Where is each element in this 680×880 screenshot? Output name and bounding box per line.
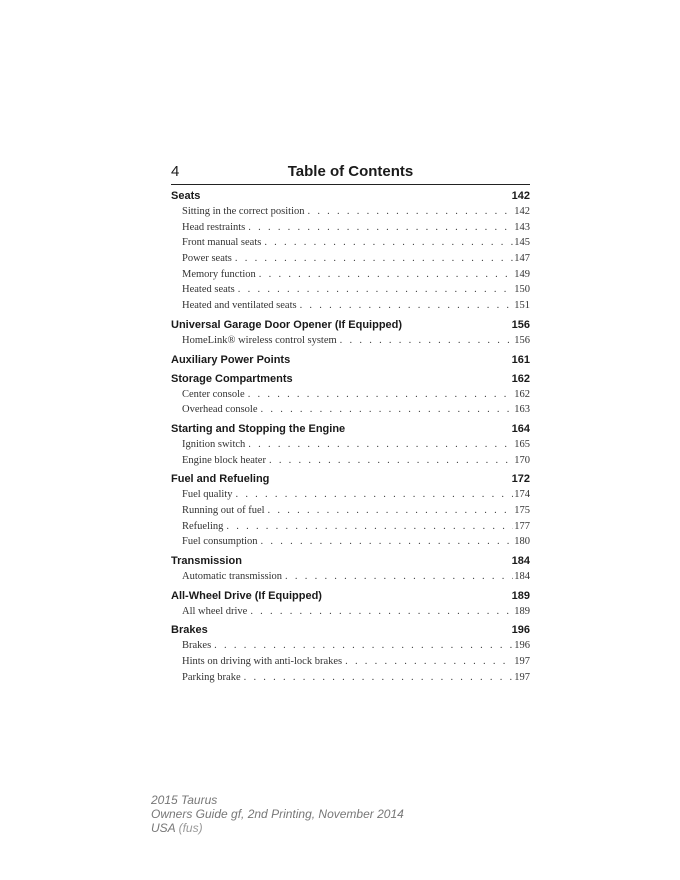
toc-entry[interactable] — [171, 235, 530, 251]
section-title: Auxiliary Power Points — [171, 353, 291, 366]
toc-entry[interactable] — [171, 534, 530, 550]
toc-section — [171, 318, 530, 349]
entry-page: 189 — [514, 605, 530, 617]
toc-entry[interactable] — [171, 638, 530, 654]
entry-page: 170 — [514, 454, 530, 466]
toc-entry[interactable] — [171, 387, 530, 403]
dot-leader — [340, 333, 514, 349]
toc-entry[interactable] — [171, 604, 530, 620]
entry-title: All wheel drive — [182, 605, 248, 617]
toc-entry[interactable] — [171, 519, 530, 535]
section-title: Universal Garage Door Opener (If Equipped) — [171, 318, 403, 331]
entry-title: Center console — [182, 388, 245, 400]
entry-title: Refueling — [182, 520, 224, 532]
dot-leader — [259, 267, 513, 283]
toc-entry[interactable] — [171, 402, 530, 418]
entry-title: Fuel consumption — [182, 536, 258, 548]
entry-title: Automatic transmission — [182, 571, 283, 582]
entry-page: 150 — [514, 284, 530, 296]
footer — [151, 793, 404, 835]
toc-entry[interactable] — [171, 282, 530, 298]
entry-page: 162 — [514, 388, 530, 400]
toc-entry[interactable] — [171, 453, 530, 469]
entry-page: 165 — [514, 438, 530, 450]
toc-entry[interactable] — [171, 298, 530, 314]
entry-title: Sitting in the correct position — [182, 206, 305, 217]
toc-section — [171, 472, 530, 550]
dot-leader — [248, 437, 513, 453]
entry-title: Fuel quality — [182, 489, 233, 501]
section-page: 161 — [511, 353, 530, 366]
entry-page: 180 — [514, 536, 530, 548]
dot-leader — [307, 204, 513, 220]
dot-leader — [226, 519, 513, 535]
dot-leader — [244, 670, 514, 686]
dot-leader — [268, 503, 514, 519]
entry-page: 151 — [514, 300, 530, 312]
entry-page: 184 — [514, 571, 530, 582]
dot-leader — [235, 251, 513, 267]
section-title: Transmission — [171, 555, 242, 567]
dot-leader — [345, 654, 513, 670]
entry-title: Memory function — [182, 268, 256, 280]
entry-title: Front manual seats — [182, 237, 262, 249]
entry-title: Ignition switch — [182, 438, 246, 450]
section-heading[interactable] — [171, 353, 530, 368]
entry-title: Head restraints — [182, 221, 246, 233]
section-heading[interactable] — [171, 623, 530, 638]
dot-leader — [238, 282, 513, 298]
entry-title: Hints on driving with anti-lock brakes — [182, 656, 343, 668]
toc-entry[interactable] — [171, 251, 530, 267]
entry-page: 147 — [514, 253, 530, 265]
entry-title: Running out of fuel — [182, 504, 265, 516]
entry-page: 142 — [514, 206, 530, 217]
page-number: 4 — [171, 163, 180, 180]
entry-page: 177 — [514, 520, 530, 532]
toc-section — [171, 623, 530, 685]
footer-region-suffix: (fus) — [178, 821, 203, 835]
entry-title: Engine block heater — [182, 454, 266, 466]
dot-leader — [300, 298, 514, 314]
footer-model: 2015 Taurus — [151, 793, 218, 807]
dot-leader — [261, 402, 514, 418]
toc-section — [171, 372, 530, 418]
section-title: Starting and Stopping the Engine — [171, 422, 346, 435]
toc-section — [171, 189, 530, 314]
entry-page: 196 — [514, 640, 530, 652]
section-heading[interactable] — [171, 189, 530, 204]
entry-title: Brakes — [182, 640, 212, 652]
section-title: All-Wheel Drive (If Equipped) — [171, 589, 322, 602]
dot-leader — [248, 387, 514, 403]
entry-title: Power seats — [182, 253, 232, 265]
dot-leader — [261, 534, 514, 550]
entry-page: 145 — [514, 237, 530, 249]
entry-page: 143 — [514, 221, 530, 233]
section-page: 172 — [511, 473, 530, 486]
toc-entry[interactable] — [171, 569, 530, 585]
section-heading[interactable] — [171, 554, 530, 569]
section-title: Fuel and Refueling — [171, 473, 270, 486]
section-heading[interactable] — [171, 422, 530, 437]
entry-page: 197 — [514, 671, 530, 683]
entry-page: 156 — [514, 334, 530, 346]
toc-entry[interactable] — [171, 654, 530, 670]
section-page: 156 — [511, 318, 530, 331]
dot-leader — [248, 220, 513, 236]
entry-page: 149 — [514, 268, 530, 280]
section-title: Seats — [171, 190, 201, 202]
toc-entry[interactable] — [171, 487, 530, 503]
page-title: Table of Contents — [287, 163, 414, 180]
footer-region — [151, 821, 404, 835]
footer-edition: Owners Guide gf, 2nd Printing, November 2014 — [151, 807, 404, 821]
entry-title: Overhead console — [182, 404, 258, 416]
section-page: 162 — [511, 372, 530, 385]
page-header — [171, 162, 530, 185]
section-heading[interactable] — [171, 472, 530, 487]
toc-section — [171, 589, 530, 620]
entry-title: HomeLink® wireless control system — [182, 334, 337, 346]
section-heading[interactable] — [171, 589, 530, 604]
section-heading[interactable] — [171, 372, 530, 387]
section-page: 142 — [511, 190, 530, 202]
section-page: 184 — [511, 555, 530, 567]
dot-leader — [214, 638, 513, 654]
section-title: Storage Compartments — [171, 372, 293, 385]
toc-entry[interactable] — [171, 204, 530, 220]
toc-section — [171, 554, 530, 585]
dot-leader — [264, 235, 513, 251]
dot-leader — [285, 569, 513, 585]
dot-leader — [269, 453, 513, 469]
toc-entry[interactable] — [171, 333, 530, 349]
section-page: 196 — [511, 624, 530, 637]
entry-page: 163 — [514, 404, 530, 416]
toc-entry[interactable] — [171, 267, 530, 283]
footer-region-code: USA — [151, 821, 176, 835]
section-page: 189 — [511, 589, 530, 602]
entry-page: 175 — [514, 504, 530, 516]
toc-entry[interactable] — [171, 670, 530, 686]
section-page: 164 — [511, 422, 530, 435]
entry-title: Heated and ventilated seats — [182, 300, 297, 312]
dot-leader — [250, 604, 513, 620]
entry-page: 197 — [514, 656, 530, 668]
entry-page: 174 — [514, 489, 530, 501]
table-of-contents — [171, 189, 530, 689]
toc-entry[interactable] — [171, 503, 530, 519]
dot-leader — [235, 487, 513, 503]
entry-title: Heated seats — [182, 284, 235, 296]
toc-entry[interactable] — [171, 220, 530, 236]
entry-title: Parking brake — [182, 671, 241, 683]
toc-section — [171, 422, 530, 468]
section-title: Brakes — [171, 624, 208, 637]
toc-section — [171, 353, 530, 368]
toc-entry[interactable] — [171, 437, 530, 453]
section-heading[interactable] — [171, 318, 530, 333]
